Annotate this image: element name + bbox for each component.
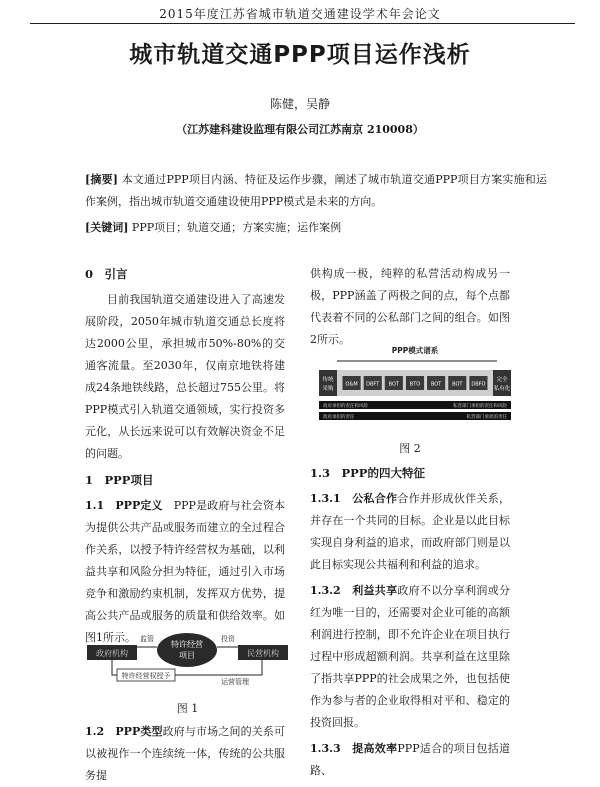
fig2-left-label-1: 传统 bbox=[322, 377, 334, 383]
fig2-bar1-left: 政府承担的责任和风险 bbox=[323, 404, 368, 409]
header-rule bbox=[30, 23, 575, 24]
fig2-bar1-right: 私营部门承担的责任和风险 bbox=[453, 404, 507, 409]
section-1-3-1-label: 1.3.1 公私合作 bbox=[310, 492, 398, 505]
fig1-right-box-label: 民营机构 bbox=[247, 649, 279, 658]
fig2-item-label: BOT bbox=[388, 381, 400, 388]
section-0-paragraph: 目前我国轨道交通建设进入了高速发展阶段，2050年城市轨道交通总长度将达2000公里，承担城市50%-80%的交通客流量。至2030年，仅南京地铁将建成24条地铁线路，总长超过755公里。将PPP模式引入轨道交通领域，实行投资多元化，从长远来说可以有效解决资金不足的问题。 bbox=[85, 293, 285, 460]
keywords-text: PPP项目；轨道交通；方案实施；运作案例 bbox=[131, 221, 342, 234]
affiliation: （江苏建科建设监理有限公司江苏南京 210008） bbox=[176, 123, 424, 136]
fig2-item-label: BOT bbox=[430, 381, 442, 388]
section-1-2-text: 政府与市场之间的关系可以被视作一个连续统一体，传统的公共服务提 bbox=[85, 725, 286, 782]
figure-2-caption: 图 2 bbox=[399, 442, 421, 455]
continuation-paragraph: 供构成一极，纯粹的私营活动构成另一极，PPP涵盖了两极之间的点，每个点都代表着不同的公私部门之间的组合。如图2所示。 bbox=[310, 267, 510, 346]
section-1-3-1-text: 合作并形成伙伴关系，并存在一个共同的目标。企业是以此目标实现自身利益的追求，而政府部门则是以此目标实现公共福利和利益的追求。 bbox=[310, 492, 510, 571]
fig2-bar2-right: 私营部门承担的责任 bbox=[466, 415, 507, 420]
section-1-3-1-paragraph bbox=[310, 488, 510, 576]
fig1-center-ellipse bbox=[157, 633, 217, 667]
keywords-label: [关键词] bbox=[85, 221, 129, 234]
fig2-item-label: BOT bbox=[452, 381, 463, 388]
fig1-left-box-label: 政府机构 bbox=[96, 649, 128, 658]
abstract bbox=[85, 169, 547, 213]
fig1-label-operate: 运营管理 bbox=[221, 678, 249, 686]
fig1-center-line2: 项目 bbox=[179, 651, 195, 660]
fig2-item-label: DBFT bbox=[366, 381, 380, 388]
right-column-top bbox=[310, 263, 510, 351]
abstract-text: 本文通过PPP项目内涵、特征及运作步骤，阐述了城市轨道交通PPP项目方案实施和运作案例，指出城市轨道交通建设使用PPP模式是未来的方向。 bbox=[85, 173, 547, 208]
right-column-bottom bbox=[310, 434, 510, 782]
section-1-3-3-label: 1.3.3 提高效率 bbox=[310, 742, 398, 755]
figure-2 bbox=[315, 342, 520, 424]
section-1-2-label: 1.2 PPP类型 bbox=[85, 725, 163, 738]
section-1-2-paragraph bbox=[85, 721, 285, 787]
fig2-item-label: O&M bbox=[345, 381, 358, 388]
section-1-3-2-label: 1.3.2 利益共享 bbox=[310, 584, 398, 597]
fig2-bar2-left: 政府承担的责任 bbox=[323, 415, 355, 420]
authors: 陈健，吴静 bbox=[269, 97, 330, 111]
fig2-item-label: DBFO bbox=[471, 381, 486, 388]
section-0-heading: 0 引言 bbox=[85, 267, 128, 281]
left-column bbox=[85, 263, 285, 649]
figure-1-caption: 图 1 bbox=[176, 702, 199, 715]
section-1-heading: 1 PPP项目 bbox=[85, 473, 154, 487]
fig2-title: PPP模式谱系 bbox=[391, 346, 439, 355]
running-head: 2015年度江苏省城市轨道交通建设学术年会论文 bbox=[159, 7, 441, 21]
fig1-label-invest: 投资 bbox=[221, 635, 235, 643]
fig2-right-label-2: 私有化 bbox=[493, 386, 511, 392]
section-1-3-3-text: PPP适合的项目包括道路、 bbox=[310, 742, 510, 777]
fig2-items bbox=[343, 376, 488, 390]
section-1-3-2-text: 政府不以分享利润或分红为唯一目的，还需要对企业可能的高额利润进行控制，即不允许企业在项目执行过程中形成超额利润。共享利益在这里除了指共享PPP的社会成果之外，也包括使作为参与者的企业取得相对平和、稳定的投资回报。 bbox=[310, 584, 510, 729]
fig1-label-supervise: 监管 bbox=[140, 635, 154, 643]
section-1-3-2-paragraph bbox=[310, 580, 510, 734]
section-1-1-label: 1.1 PPP定义 bbox=[85, 499, 163, 512]
fig2-left-box bbox=[319, 370, 337, 396]
section-1-1-text: PPP是政府与社会资本为提供公共产品或服务而建立的全过程合作关系，以授予特许经营权为基础，以利益共享和风险分担为特征，通过引入市场竞争和激励约束机制，发挥双方优势，提高公共产品或服务的质量和供给效率。如图1所示。 bbox=[85, 499, 285, 644]
fig2-right-box bbox=[493, 370, 511, 396]
fig2-right-label-1: 完全 bbox=[496, 377, 508, 383]
paper-title: 城市轨道交通PPP项目运作浅析 bbox=[129, 42, 471, 68]
section-1-3-3-paragraph bbox=[310, 738, 510, 782]
fig1-center-line1: 特许经营 bbox=[171, 640, 203, 649]
fig2-left-label-2: 采购 bbox=[322, 386, 334, 392]
keywords bbox=[85, 220, 547, 236]
fig1-label-grant: 特许经营权授予 bbox=[121, 672, 171, 680]
section-1-3-heading: 1.3 PPP的四大特征 bbox=[310, 466, 425, 480]
section-1-1-paragraph bbox=[85, 495, 285, 649]
abstract-label: [摘要] bbox=[85, 173, 118, 186]
left-column-bottom bbox=[85, 721, 285, 787]
fig2-item-label: BTO bbox=[409, 381, 421, 388]
figure-1 bbox=[85, 628, 290, 688]
